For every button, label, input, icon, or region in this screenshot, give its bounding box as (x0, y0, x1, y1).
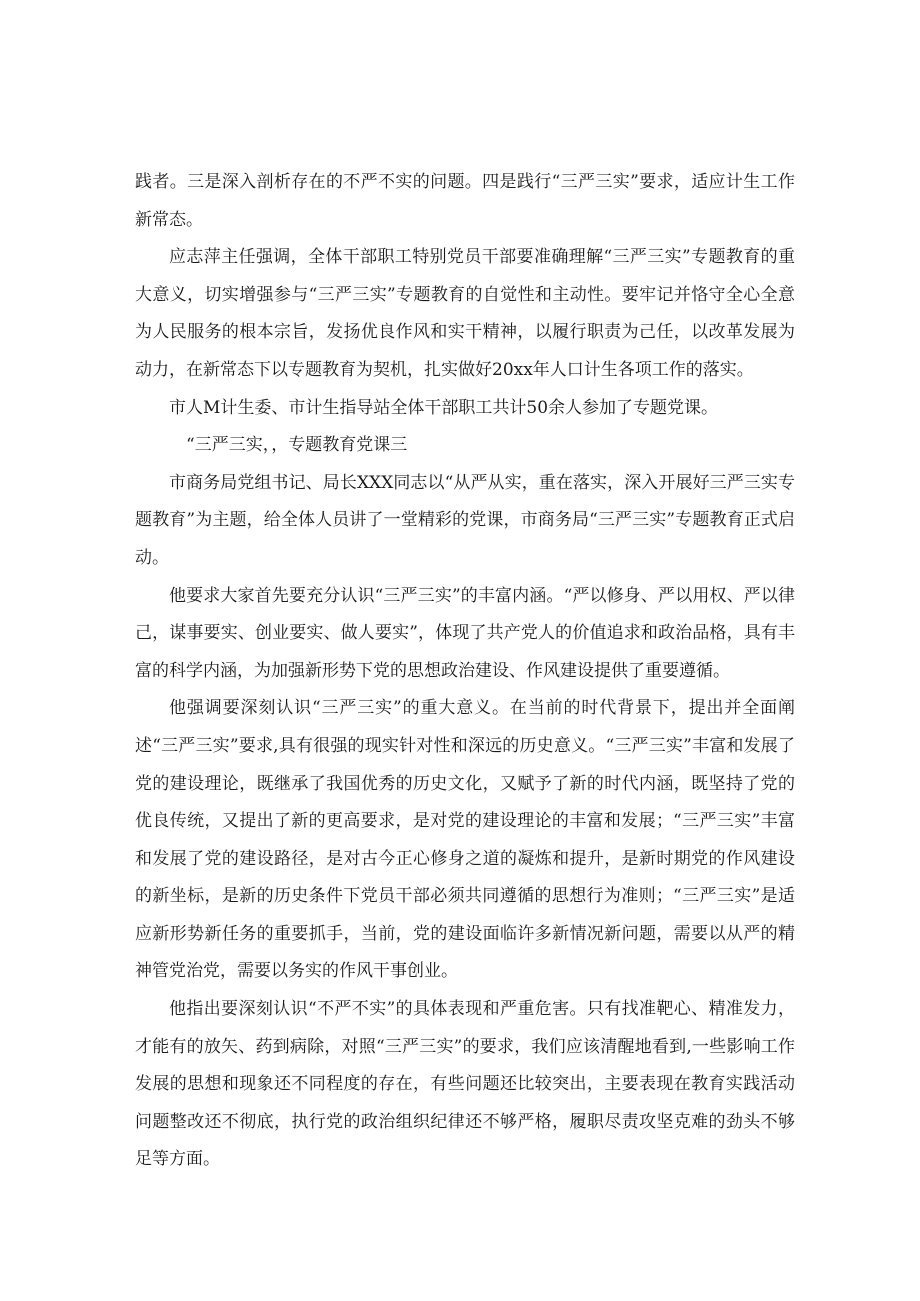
paragraph-connotation: 他要求大家首先要充分认识“三严三实”的丰富内涵。“严以修身、严以用权、严以律己，谋事要实、创业要实、做人要实”，体现了共产党人的价值追求和政治品格，具有丰富的科学内涵，为加强新形势下党的思想政治建设、作风建设提供了重要遵循。 (135, 585, 795, 681)
paragraph-director-emphasis: 应志萍主任强调，全体干部职工特别党员干部要准确理解“三严三实”专题教育的重大意义，切实增强参与“三严三实”专题教育的自觉性和主动性。要牢记并恪守全心全意为人民服务的根本宗旨，发扬优良作风和实干精神，以履行职责为己任，以改革发展为动力，在新常态下以专题教育为契机，扎实做好20xx年人口计生各项工作的落实。 (135, 247, 795, 380)
paragraph-significance: 他强调要深刻认识“三严三实”的重大意义。在当前的时代背景下，提出并全面阐述“三严三实”要求,具有很强的现实针对性和深远的历史意义。“三严三实”丰富和发展了党的建设理论，既继承了我国优秀的历史文化，又赋予了新的时代内涵，既坚持了党的优良传统，又提出了新的更高要求，是对党的建设理论的丰富和发展；“三严三实”丰富和发展了党的建设路径，是对古今正心修身之道的凝炼和提升，是新时期党的作风建设的新坐标，是新的历史条件下党员干部必须共同遵循的思想行为准则；“三严三实”是适应新形势新任务的重要抓手，当前，党的建设面临许多新情况新问题，需要以从严的精神管党治党，需要以务实的作风干事创业。 (135, 698, 795, 982)
paragraph-commerce-bureau: 市商务局党组书记、局长XXX同志以“从严从实，重在落实，深入开展好三严三实专题教育”为主题，给全体人员讲了一堂精彩的党课，市商务局“三严三实”专题教育正式启动。 (135, 472, 795, 568)
paragraph-continued: 践者。三是深入剖析存在的不严不实的问题。四是践行“三严三实”要求，适应计生工作新常态。 (135, 172, 795, 230)
paragraph-manifestations: 他指出要深刻认识“不严不实”的具体表现和严重危害。只有找准靶心、精准发力，才能有的放矢、药到病除，对照“三严三实”的要求，我们应该清醒地看到,一些影响工作发展的思想和现象还不同程度的存在，有些问题还比较突出，主要表现在教育实践活动问题整改还不彻底，执行党的政治组织纪律还不够严格，履职尽责攻坚克难的劲头不够足等方面。 (135, 999, 795, 1170)
section-heading: “三严三实，，专题教育党课三 (186, 435, 408, 456)
document-body (135, 164, 795, 1179)
paragraph-attendance: 市人M计生委、市计生指导站全体干部职工共计50余人参加了专题党课。 (169, 397, 719, 418)
